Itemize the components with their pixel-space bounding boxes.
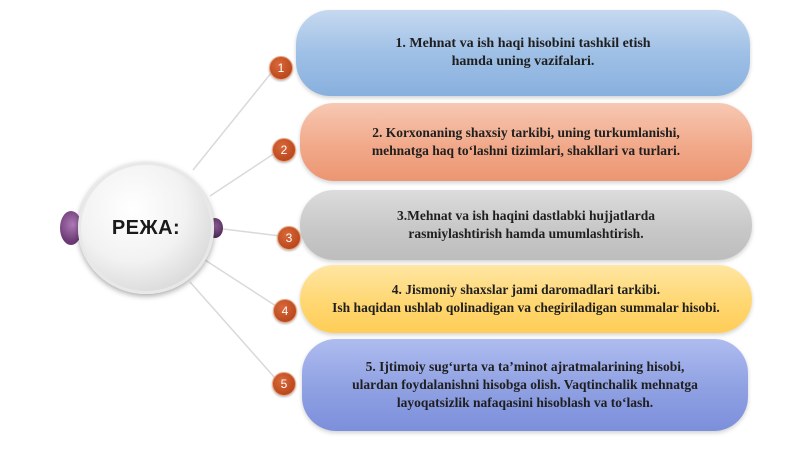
plan-item-3	[300, 190, 752, 260]
number-badge-2: 2	[272, 138, 296, 162]
connector-3	[215, 228, 280, 236]
plan-item-3-text: 3.Mehnat va ish haqini dastlabki hujjatlarda rasmiylashtirish hamda umumlashtirish.	[396, 208, 656, 241]
number-badge-5: 5	[272, 372, 296, 396]
connector-4	[205, 260, 276, 306]
plan-item-4-text: 4. Jismoniy shaxslar jami daromadlari tarkibi. Ish haqidan ushlab qolinadigan va chegiriladigan summalar hisobi.	[332, 282, 720, 315]
plan-item-2-text: 2. Korxonaning shaxsiy tarkibi, uning turkumlanishi, mehnatga haq to‘lashni tizimlari, shakllari va turlari.	[371, 125, 681, 158]
plan-item-5	[302, 339, 748, 431]
plan-item-2	[300, 103, 752, 181]
plan-item-5-text: 5. Ijtimoiy sug‘urta va ta’minot ajratmalarining hisobi, ulardan foydalanishni hisobga olish. Vaqtinchalik mehnatga layoqatsizlik nafaqasini hisoblash va to‘lash.	[352, 359, 698, 410]
number-badge-1: 1	[269, 56, 293, 80]
hub-title: РЕЖА:	[111, 216, 181, 239]
number-badge-4: 4	[273, 299, 297, 323]
plan-item-1-text: 1. Mehnat va ish haqi hisobini tashkil etish hamda uning vazifalari.	[395, 36, 651, 69]
plan-item-4	[300, 265, 752, 333]
connector-2	[210, 153, 275, 196]
plan-item-1	[296, 10, 750, 96]
hub-circle	[78, 162, 214, 294]
connector-1	[193, 72, 272, 170]
number-badge-3: 3	[277, 226, 301, 250]
